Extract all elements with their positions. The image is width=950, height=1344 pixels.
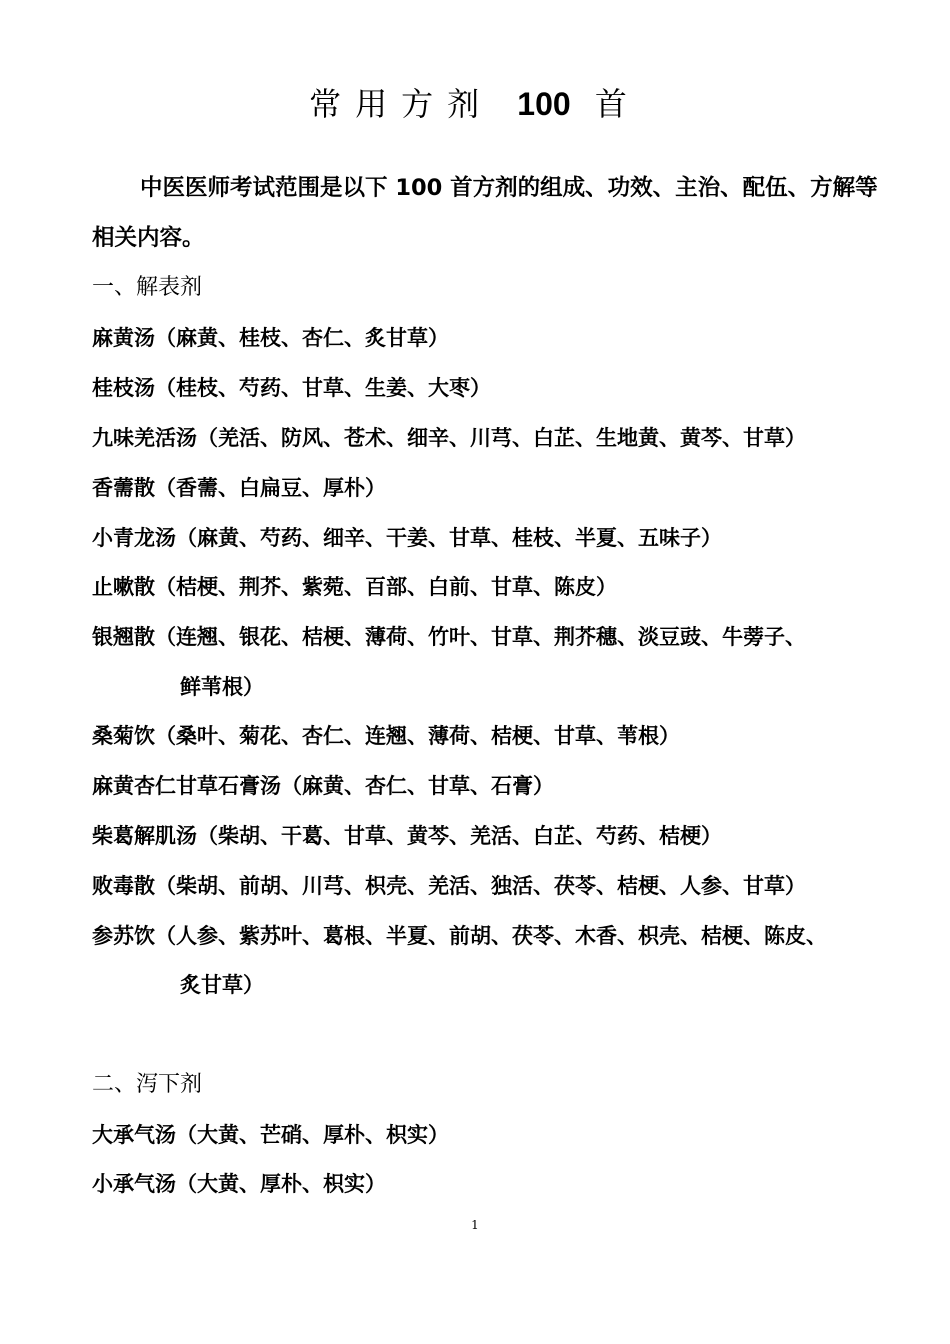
formula-line: 柴葛解肌汤（柴胡、干葛、甘草、黄芩、羌活、白芷、芍药、桔梗） — [92, 824, 722, 848]
title-text: 常用方剂 — [309, 85, 494, 123]
formula-line-continuation: 炙甘草） — [180, 973, 264, 997]
formula-line: 大承气汤（大黄、芒硝、厚朴、枳实） — [92, 1123, 449, 1147]
formula-line: 桑菊饮（桑叶、菊花、杏仁、连翘、薄荷、桔梗、甘草、苇根） — [92, 724, 680, 748]
section-heading-jiebiao: 一、解表剂 — [92, 275, 203, 300]
title-suffix: 首 — [594, 85, 641, 123]
formula-line: 小青龙汤（麻黄、芍药、细辛、干姜、甘草、桂枝、半夏、五味子） — [92, 526, 722, 550]
formula-line: 香薷散（香薷、白扁豆、厚朴） — [92, 476, 386, 500]
page-title — [0, 82, 950, 126]
formula-line-continuation: 鲜苇根） — [180, 675, 264, 699]
formula-line: 参苏饮（人参、紫苏叶、葛根、半夏、前胡、茯苓、木香、枳壳、桔梗、陈皮、 — [92, 924, 827, 948]
formula-line: 止嗽散（桔梗、荆芥、紫菀、百部、白前、甘草、陈皮） — [92, 575, 617, 599]
formula-line: 麻黄杏仁甘草石膏汤（麻黄、杏仁、甘草、石膏） — [92, 774, 554, 798]
formula-line: 银翘散（连翘、银花、桔梗、薄荷、竹叶、甘草、荆芥穗、淡豆豉、牛蒡子、 — [92, 625, 806, 649]
formula-line: 麻黄汤（麻黄、桂枝、杏仁、炙甘草） — [92, 326, 449, 350]
formula-line: 桂枝汤（桂枝、芍药、甘草、生姜、大枣） — [92, 376, 491, 400]
formula-line: 小承气汤（大黄、厚朴、枳实） — [92, 1172, 386, 1196]
formula-line: 败毒散（柴胡、前胡、川芎、枳壳、羌活、独活、茯苓、桔梗、人参、甘草） — [92, 874, 806, 898]
section-heading-xiexia: 二、泻下剂 — [92, 1072, 203, 1097]
title-number: 100 — [517, 86, 571, 122]
page-number: 1 — [471, 1218, 479, 1232]
formula-line: 九味羌活汤（羌活、防风、苍术、细辛、川芎、白芷、生地黄、黄芩、甘草） — [92, 426, 806, 450]
intro-paragraph: 中医医师考试范围是以下 100 首方剂的组成、功效、主治、配伍、方解等相关内容。 — [92, 175, 878, 251]
